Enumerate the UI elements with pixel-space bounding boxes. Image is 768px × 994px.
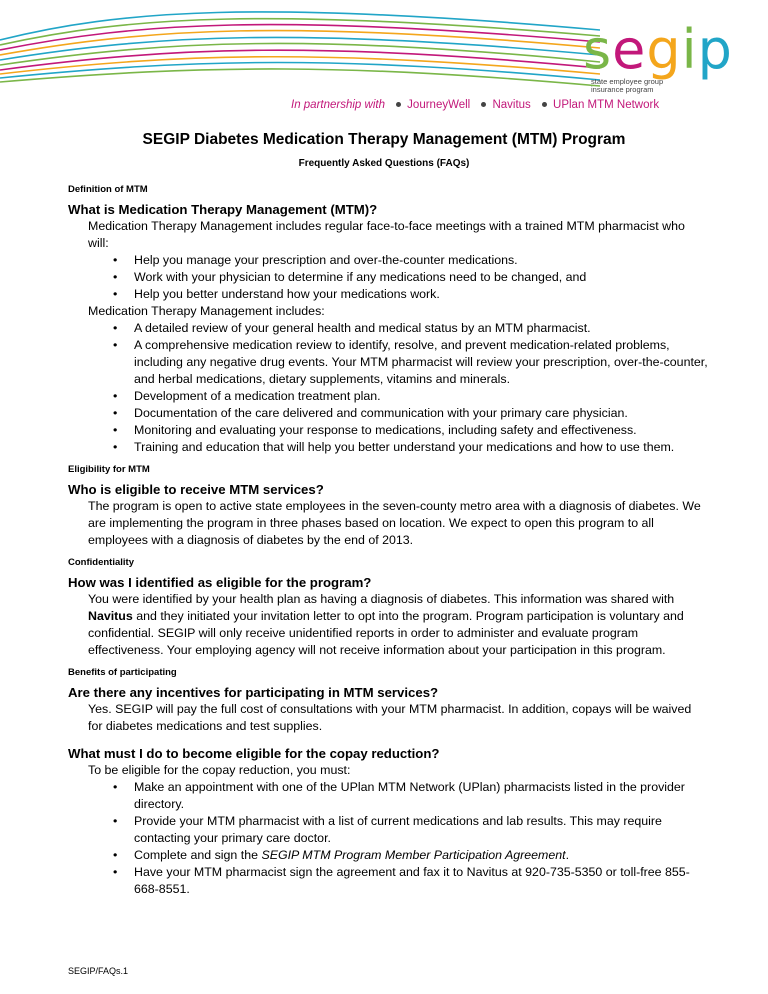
partner-journeywell: JourneyWell [407, 99, 471, 111]
list-item: • Make an appointment with one of the UPlan MTM Network (UPlan) pharmacists listed in the provider directory. [88, 779, 708, 813]
list-item: • Provide your MTM pharmacist with a list of current medications and lab results. This may require contacting your primary care doctor. [88, 813, 708, 847]
section-label: Eligibility for MTM [68, 464, 150, 475]
bullet-list [88, 252, 708, 303]
list-item: • Help you better understand how your medications work. [88, 286, 708, 303]
answer [88, 591, 708, 659]
answer-text: You were identified by your health plan as having a diagnosis of diabetes. This information was shared with [88, 592, 675, 606]
partner-navitus: Navitus [492, 99, 531, 111]
partners-line [291, 99, 659, 111]
faq-content [68, 176, 708, 898]
bullet-icon [481, 102, 486, 107]
question: How was I identified as eligible for the program? [68, 575, 372, 590]
paragraph: To be eligible for the copay reduction, you must: [88, 763, 351, 777]
paragraph: Medication Therapy Management includes: [88, 304, 325, 318]
navitus-bold: Navitus [88, 609, 133, 623]
list-item: • A detailed review of your general health and medical status by an MTM pharmacist. [88, 320, 708, 337]
section-label: Confidentiality [68, 557, 134, 568]
letterhead [0, 0, 768, 125]
answer: Yes. SEGIP will pay the full cost of consultations with your MTM pharmacist. In addition, copays will be waived for diabetes medications and test supplies. [88, 702, 692, 733]
logo-wordmark: segip [583, 18, 733, 81]
answer [88, 762, 708, 898]
item-text: Complete and sign the [134, 848, 258, 862]
section-label: Definition of MTM [68, 184, 148, 195]
question: Who is eligible to receive MTM services? [68, 482, 324, 497]
bullet-icon [542, 102, 547, 107]
partners-prefix: In partnership with [291, 99, 385, 111]
answer: The program is open to active state employees in the seven-county metro area with a diagnosis of diabetes. We are implementing the program in three phases based on location. We expect to open this program to all employees with a diagnosis of diabetes by the end of 2013. [88, 499, 701, 547]
list-item: • Work with your physician to determine if any medications need to be changed, and [88, 269, 708, 286]
decorative-waves [0, 0, 600, 100]
page-title: SEGIP Diabetes Medication Therapy Management (MTM) Program [142, 131, 626, 148]
item-text: . [565, 848, 570, 862]
answer [88, 218, 708, 456]
question: What must I do to become eligible for the copay reduction? [68, 746, 440, 761]
partner-uplan: UPlan MTM Network [553, 99, 660, 111]
bullet-list [88, 779, 708, 898]
list-item: • A comprehensive medication review to identify, resolve, and prevent medication-related problems, including any negative drug events. Your MTM pharmacist will review your prescription, over-the-counter, and herbal medications, dietary supplements, vitamins and minerals. [88, 337, 708, 388]
section-label: Benefits of participating [68, 667, 177, 678]
list-item: • Development of a medication treatment plan. [88, 388, 708, 405]
list-item: • Training and education that will help you better understand your medications and how to use them. [88, 439, 708, 456]
question: What is Medication Therapy Management (MTM)? [68, 202, 378, 217]
bullet-list [88, 320, 708, 456]
logo-subtext: state employee group insurance program [591, 77, 664, 94]
agreement-title: SEGIP MTM Program Member Participation Agreement [261, 848, 566, 862]
bullet-icon [396, 102, 401, 107]
answer-text: and they initiated your invitation letter to opt into the program. Program participation is voluntary and confidential. SEGIP will only receive unidentified reports in order to administer and evaluate program effectiveness. Your employing agency will not receive information about your participation in this program. [88, 609, 684, 657]
list-item: • Monitoring and evaluating your response to medications, including safety and effectiveness. [88, 422, 708, 439]
list-item: • Help you manage your prescription and over-the-counter medications. [88, 252, 708, 269]
list-item: • Have your MTM pharmacist sign the agreement and fax it to Navitus at 920-735-5350 or toll-free 855-668-8551. [88, 864, 708, 898]
question: Are there any incentives for participating in MTM services? [68, 685, 439, 700]
page-footer: SEGIP/FAQs.1 [68, 966, 129, 976]
list-item [88, 847, 708, 864]
page-subtitle: Frequently Asked Questions (FAQs) [298, 158, 470, 169]
list-item: • Documentation of the care delivered and communication with your primary care physician. [88, 405, 708, 422]
paragraph: Medication Therapy Management includes regular face-to-face meetings with a trained MTM pharmacist who will: [88, 219, 685, 250]
